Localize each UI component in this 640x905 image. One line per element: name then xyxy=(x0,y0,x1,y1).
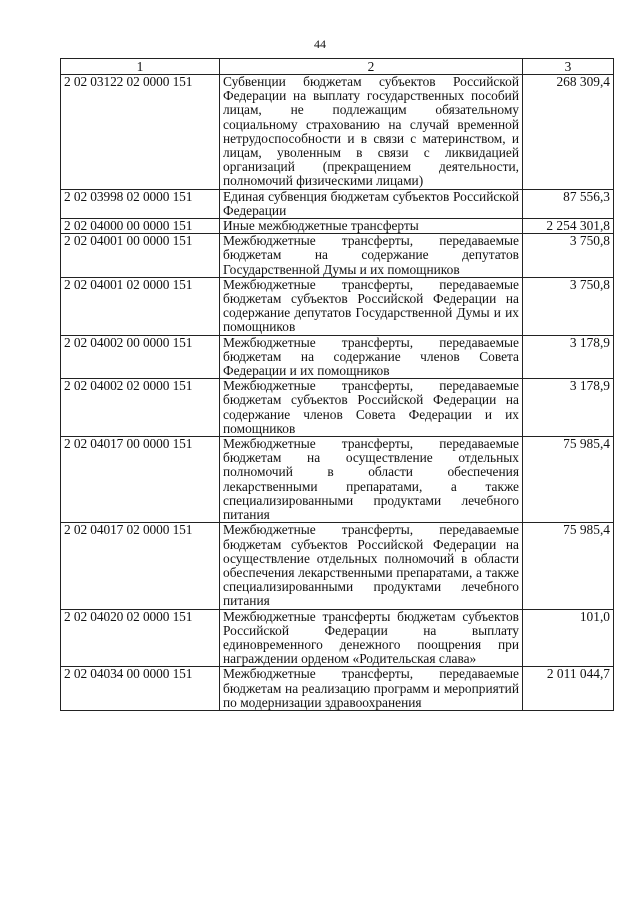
column-header-1: 1 xyxy=(61,59,220,75)
budget-amount: 3 178,9 xyxy=(523,379,614,437)
budget-code: 2 02 04017 00 0000 151 xyxy=(61,437,220,523)
budget-code: 2 02 03122 02 0000 151 xyxy=(61,75,220,190)
budget-table xyxy=(60,58,614,711)
budget-description: Иные межбюджетные трансферты xyxy=(220,219,523,234)
budget-description: Межбюджетные трансферты, передаваемые бюджетам субъектов Российской Федерации на содержание депутатов Государственной Думы и их помощников xyxy=(220,277,523,335)
budget-amount: 75 985,4 xyxy=(523,437,614,523)
table-row xyxy=(61,667,614,711)
budget-description: Межбюджетные трансферты, передаваемые бюджетам на реализацию программ и мероприятий по модернизации здравоохранения xyxy=(220,667,523,711)
budget-amount: 2 254 301,8 xyxy=(523,219,614,234)
column-header-3: 3 xyxy=(523,59,614,75)
budget-description: Межбюджетные трансферты, передаваемые бюджетам на осуществление отдельных полномочий в области обеспечения лекарственными препаратами, а также специализированными продуктами лечебного питания xyxy=(220,437,523,523)
table-row xyxy=(61,189,614,218)
header-row xyxy=(61,59,614,75)
budget-amount: 75 985,4 xyxy=(523,523,614,609)
budget-code: 2 02 04017 02 0000 151 xyxy=(61,523,220,609)
budget-code: 2 02 04001 00 0000 151 xyxy=(61,234,220,278)
table-row xyxy=(61,75,614,190)
budget-description: Межбюджетные трансферты, передаваемые бюджетам субъектов Российской Федерации на содержание членов Совета Федерации и их помощников xyxy=(220,379,523,437)
table-row xyxy=(61,219,614,234)
budget-description: Межбюджетные трансферты, передаваемые бюджетам на содержание депутатов Государственной Думы и их помощников xyxy=(220,234,523,278)
table-row xyxy=(61,609,614,667)
budget-amount: 268 309,4 xyxy=(523,75,614,190)
budget-code: 2 02 03998 02 0000 151 xyxy=(61,189,220,218)
budget-amount: 87 556,3 xyxy=(523,189,614,218)
budget-description: Межбюджетные трансферты, передаваемые бюджетам на содержание членов Совета Федерации и их помощников xyxy=(220,335,523,379)
budget-amount: 3 750,8 xyxy=(523,277,614,335)
budget-amount: 3 178,9 xyxy=(523,335,614,379)
budget-description: Субвенции бюджетам субъектов Российской Федерации на выплату государственных пособий лицам, не подлежащим обязательному социальному страхованию на случай временной нетрудоспособности и в связи с материнством, и лицам, уволенным в связи с ликвидацией организаций (прекращением деятельности, полномочий физическими лицами) xyxy=(220,75,523,190)
budget-amount: 3 750,8 xyxy=(523,234,614,278)
budget-amount: 101,0 xyxy=(523,609,614,667)
table-row xyxy=(61,523,614,609)
table-row xyxy=(61,335,614,379)
budget-description: Единая субвенция бюджетам субъектов Российской Федерации xyxy=(220,189,523,218)
budget-code: 2 02 04034 00 0000 151 xyxy=(61,667,220,711)
table-row xyxy=(61,234,614,278)
budget-amount: 2 011 044,7 xyxy=(523,667,614,711)
budget-code: 2 02 04020 02 0000 151 xyxy=(61,609,220,667)
budget-code: 2 02 04002 00 0000 151 xyxy=(61,335,220,379)
budget-code: 2 02 04000 00 0000 151 xyxy=(61,219,220,234)
budget-code: 2 02 04002 02 0000 151 xyxy=(61,379,220,437)
budget-description: Межбюджетные трансферты бюджетам субъектов Российской Федерации на выплату единовременного денежного поощрения при награждении орденом «Родительская слава» xyxy=(220,609,523,667)
table-row xyxy=(61,277,614,335)
page-number: 44 xyxy=(314,37,326,51)
table-row xyxy=(61,379,614,437)
budget-description: Межбюджетные трансферты, передаваемые бюджетам субъектов Российской Федерации на осуществление отдельных полномочий в области обеспечения лекарственными препаратами, а также специализированными продуктами лечебного питания xyxy=(220,523,523,609)
budget-code: 2 02 04001 02 0000 151 xyxy=(61,277,220,335)
column-header-2: 2 xyxy=(220,59,523,75)
table-row xyxy=(61,437,614,523)
